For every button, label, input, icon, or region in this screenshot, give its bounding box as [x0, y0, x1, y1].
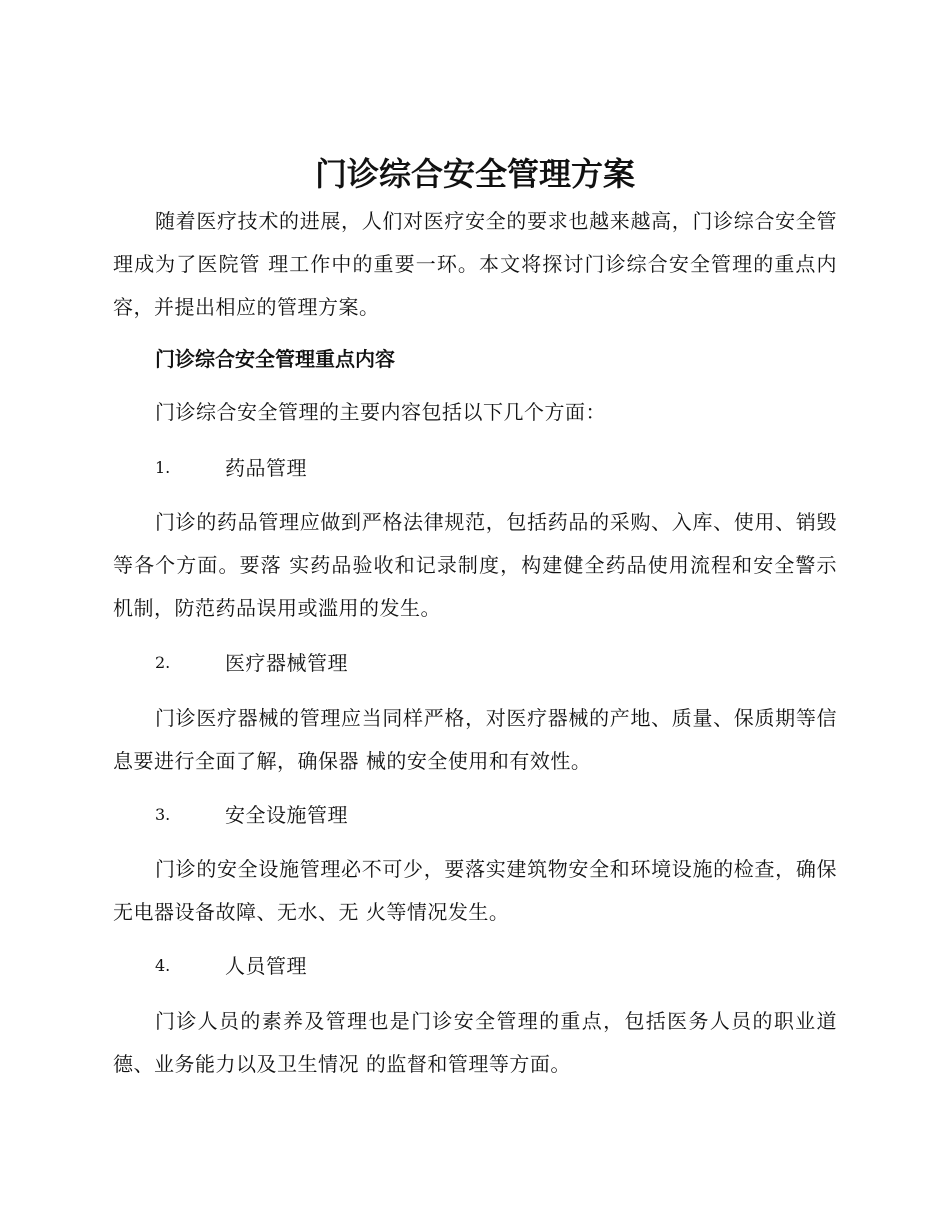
list-item-1 [155, 453, 755, 483]
item-1-body: 门诊的药品管理应做到严格法律规范，包括药品的采购、入库、使用、销毁等各个方面。要落 实药品验收和记录制度，构建健全药品使用流程和安全警示机制，防范药品误用或滥用的发生。 [113, 510, 837, 620]
section-lead: 门诊综合安全管理的主要内容包括以下几个方面： [155, 400, 606, 424]
list-number: 4. [155, 956, 171, 975]
list-label: 药品管理 [225, 456, 307, 480]
list-number: 3. [155, 805, 171, 824]
document-title: 门诊综合安全管理方案 [314, 155, 635, 193]
list-label: 人员管理 [225, 954, 307, 978]
intro-paragraph: 随着医疗技术的进展，人们对医疗安全的要求也越来越高，门诊综合安全管理成为了医院管 理工作中的重要一环。本文将探讨门诊综合安全管理的重点内容，并提出相应的管理方案。 [113, 209, 837, 319]
list-number: 1. [155, 458, 171, 477]
item-4-body: 门诊人员的素养及管理也是门诊安全管理的重点，包括医务人员的职业道德、业务能力以及卫生情况 的监督和管理等方面。 [113, 1009, 837, 1076]
list-label: 医疗器械管理 [225, 651, 348, 675]
list-item-3 [155, 800, 755, 830]
list-item-2 [155, 648, 755, 678]
item-3-body: 门诊的安全设施管理必不可少，要落实建筑物安全和环境设施的检查，确保无电器设备故障、无水、无 火等情况发生。 [113, 857, 837, 924]
item-2-body: 门诊医疗器械的管理应当同样严格，对医疗器械的产地、质量、保质期等信息要进行全面了解，确保器 械的安全使用和有效性。 [113, 706, 837, 773]
list-label: 安全设施管理 [225, 803, 348, 827]
section-heading: 门诊综合安全管理重点内容 [155, 347, 395, 371]
list-item-4 [155, 951, 755, 981]
list-number: 2. [155, 653, 171, 672]
